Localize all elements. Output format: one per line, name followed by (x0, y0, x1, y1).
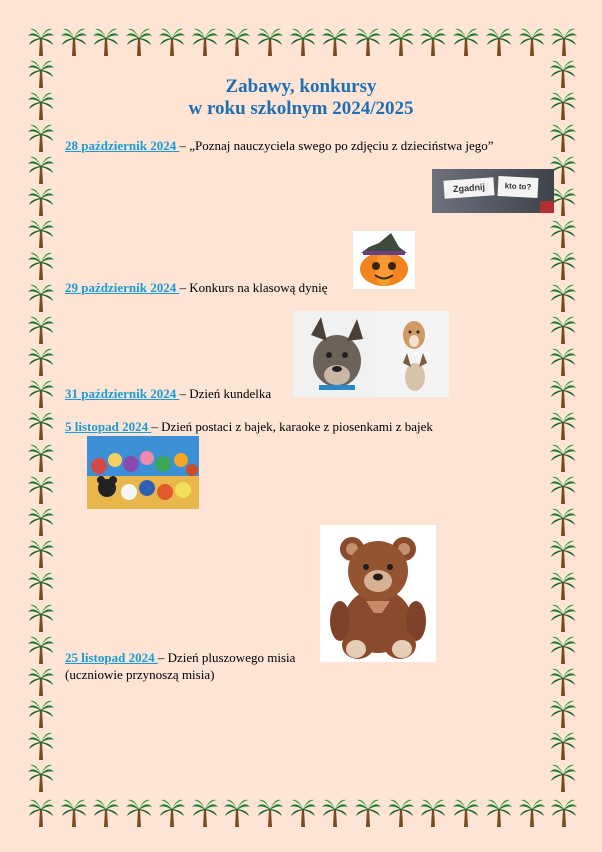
palm-tree-icon (28, 762, 54, 792)
palm-tree-icon (159, 26, 185, 56)
palm-tree-icon (550, 282, 576, 312)
palm-tree-icon (28, 538, 54, 568)
palm-tree-icon (550, 122, 576, 152)
palm-tree-icon (28, 474, 54, 504)
palm-tree-icon (28, 218, 54, 248)
palm-tree-icon (550, 410, 576, 440)
palm-tree-icon (93, 26, 119, 56)
palm-tree-icon (28, 602, 54, 632)
palm-tree-icon (61, 26, 87, 56)
palm-tree-icon (28, 506, 54, 536)
palm-tree-icon (28, 634, 54, 664)
palm-tree-icon (192, 797, 218, 827)
palm-tree-icon (486, 26, 512, 56)
palm-tree-icon (28, 154, 54, 184)
event-text: – „Poznaj nauczyciela swego po zdjęciu z dzieciństwa jego” (179, 138, 494, 153)
palm-tree-icon (28, 730, 54, 760)
palm-tree-icon (453, 797, 479, 827)
palm-tree-icon (257, 26, 283, 56)
palm-tree-icon (550, 314, 576, 344)
palm-tree-icon (550, 378, 576, 408)
palm-tree-icon (550, 666, 576, 696)
palm-tree-icon (453, 26, 479, 56)
palm-tree-icon (550, 474, 576, 504)
palm-tree-icon (550, 346, 576, 376)
palm-tree-icon (28, 122, 54, 152)
palm-tree-icon (28, 282, 54, 312)
palm-tree-icon (388, 797, 414, 827)
event-4 (65, 419, 433, 435)
event-text: – Dzień kundelka (179, 386, 272, 401)
cartoon-characters-image (87, 436, 199, 509)
palm-tree-icon (550, 602, 576, 632)
palm-tree-icon (159, 797, 185, 827)
palm-tree-icon (550, 698, 576, 728)
event-date[interactable]: 25 listopad 2024 (65, 650, 158, 665)
palm-tree-icon (550, 730, 576, 760)
palm-tree-icon (126, 26, 152, 56)
palm-tree-icon (290, 797, 316, 827)
page-title-line2: w roku szkolnym 2024/2025 (188, 98, 414, 119)
palm-tree-icon (550, 570, 576, 600)
palm-tree-icon (28, 378, 54, 408)
guess-who-image (432, 169, 554, 213)
palm-tree-icon (550, 538, 576, 568)
pumpkin-image (353, 231, 415, 289)
palm-tree-icon (28, 442, 54, 472)
event-2 (65, 280, 328, 296)
palm-tree-icon (519, 26, 545, 56)
palm-tree-icon (551, 797, 577, 827)
palm-tree-icon (61, 797, 87, 827)
palm-tree-icon (224, 797, 250, 827)
palm-tree-icon (192, 26, 218, 56)
palm-tree-icon (550, 762, 576, 792)
palm-tree-icon (519, 797, 545, 827)
palm-tree-icon (28, 26, 54, 56)
event-text: – Dzień pluszowego misia (157, 650, 296, 665)
event-3 (65, 386, 271, 402)
event-date[interactable]: 31 październik 2024 (65, 386, 180, 401)
palm-tree-icon (550, 218, 576, 248)
palm-tree-icon (28, 698, 54, 728)
palm-tree-icon (28, 666, 54, 696)
palm-tree-icon (28, 410, 54, 440)
event-date[interactable]: 29 październik 2024 (65, 280, 180, 295)
palm-tree-icon (126, 797, 152, 827)
palm-tree-icon (388, 26, 414, 56)
palm-tree-icon (28, 250, 54, 280)
palm-tree-icon (486, 797, 512, 827)
who-sign: kto to? (498, 176, 539, 198)
dogs-image (293, 311, 449, 397)
palm-tree-icon (257, 797, 283, 827)
palm-tree-icon (355, 797, 381, 827)
palm-tree-icon (420, 26, 446, 56)
event-1 (65, 138, 494, 154)
palm-tree-icon (224, 26, 250, 56)
palm-tree-icon (290, 26, 316, 56)
palm-tree-icon (355, 26, 381, 56)
palm-tree-icon (28, 186, 54, 216)
palm-tree-icon (551, 26, 577, 56)
palm-tree-icon (420, 797, 446, 827)
palm-tree-icon (28, 346, 54, 376)
event-date[interactable]: 28 październik 2024 (65, 138, 180, 153)
palm-tree-icon (322, 797, 348, 827)
event-date[interactable]: 5 listopad 2024 (65, 419, 152, 434)
palm-tree-icon (322, 26, 348, 56)
palm-tree-icon (550, 250, 576, 280)
event-5 (65, 650, 295, 666)
palm-tree-icon (550, 506, 576, 536)
palm-tree-icon (550, 634, 576, 664)
palm-tree-icon (28, 570, 54, 600)
event-text: – Dzień postaci z bajek, karaoke z piosenkami z bajek (151, 419, 433, 434)
palm-tree-icon (550, 442, 576, 472)
guess-sign: Zgadnij (443, 177, 494, 198)
page-title-line1: Zabawy, konkursy (225, 76, 377, 97)
palm-tree-icon (93, 797, 119, 827)
event-5-note: (uczniowie przynoszą misia) (65, 667, 215, 682)
palm-tree-icon (28, 314, 54, 344)
event-text: – Konkurs na klasową dynię (179, 280, 328, 295)
teddy-bear-image (320, 525, 436, 662)
palm-tree-icon (28, 797, 54, 827)
